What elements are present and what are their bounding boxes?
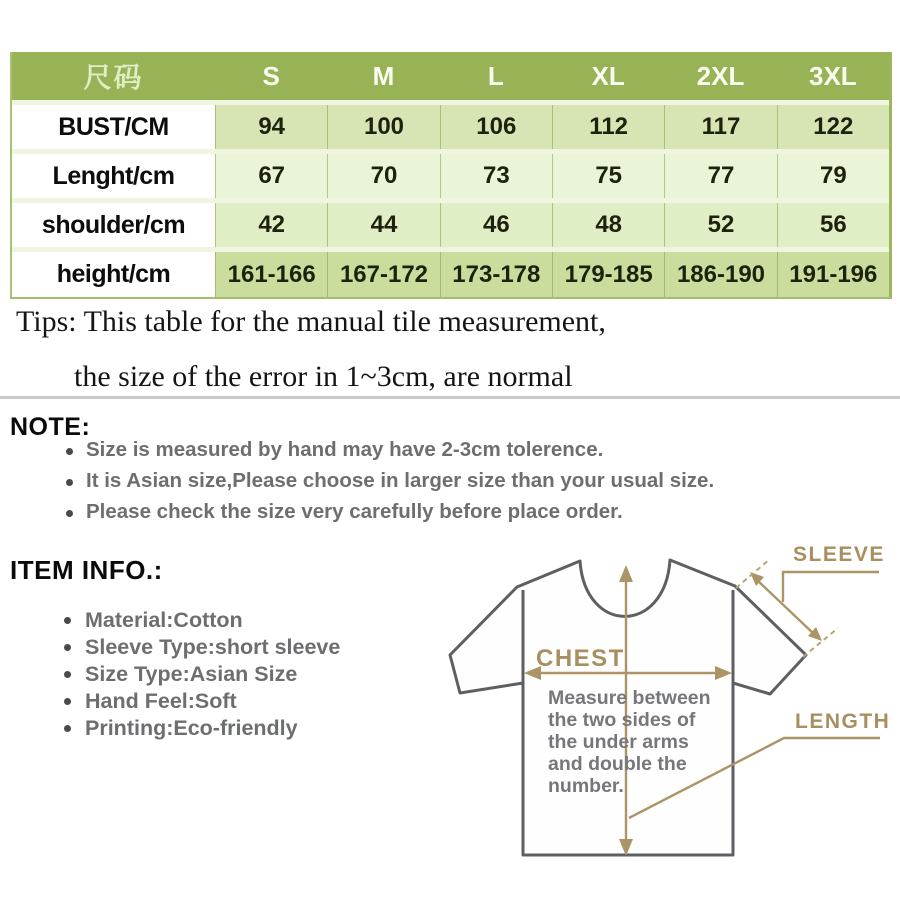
table-header-size-cn: 尺码 <box>12 52 215 100</box>
bullet-icon <box>66 510 73 517</box>
length-arrowhead-top <box>619 565 633 582</box>
item-info-text: Printing:Eco-friendly <box>85 716 298 740</box>
measure-note-line: Measure between <box>548 687 711 709</box>
cell-length-2xl: 77 <box>664 154 776 198</box>
cell-bust-2xl: 117 <box>664 105 776 149</box>
cell-shoulder-s: 42 <box>215 203 327 247</box>
cell-bust-xl: 112 <box>552 105 664 149</box>
sleeve-seam-dashed-line <box>736 559 770 588</box>
row-label-height: height/cm <box>12 252 215 297</box>
item-info-item <box>64 717 340 739</box>
length-label: LENGTH <box>795 710 891 733</box>
note-item-text: It is Asian size,Please choose in larger size than your usual size. <box>86 469 715 492</box>
sleeve-end-dashed-line <box>803 628 838 657</box>
row-label-length: Lenght/cm <box>12 154 215 198</box>
note-list <box>66 440 714 522</box>
table-header-3xl: 3XL <box>777 52 889 100</box>
measure-note-line: number. <box>548 775 624 797</box>
note-item <box>66 502 714 522</box>
size-table <box>10 52 892 299</box>
sleeve-pointer-line <box>783 572 879 602</box>
item-info-item <box>64 690 340 712</box>
item-info-title: ITEM INFO.: <box>10 555 163 585</box>
note-item-text: Size is measured by hand may have 2-3cm tolerence. <box>86 438 604 461</box>
item-info-item <box>64 636 340 658</box>
table-header-s: S <box>215 52 327 100</box>
bullet-icon <box>66 448 73 455</box>
item-info-text: Sleeve Type:short sleeve <box>85 635 341 659</box>
table-header-m: M <box>327 52 439 100</box>
cell-shoulder-xl: 48 <box>552 203 664 247</box>
row-label-bust: BUST/CM <box>12 105 215 149</box>
cell-length-m: 70 <box>327 154 439 198</box>
row-label-shoulder: shoulder/cm <box>12 203 215 247</box>
cell-length-s: 67 <box>215 154 327 198</box>
cell-length-3xl: 79 <box>777 154 889 198</box>
table-header-xl: XL <box>552 52 664 100</box>
sleeve-label: SLEEVE <box>793 543 885 566</box>
chest-label: CHEST <box>536 645 625 672</box>
cell-length-xl: 75 <box>552 154 664 198</box>
measure-note-line: the two sides of <box>548 709 696 731</box>
cell-height-m: 167-172 <box>327 252 439 297</box>
tips-line-1: Tips: This table for the manual tile measurement, <box>16 305 606 338</box>
note-item-text: Please check the size very carefully before place order. <box>86 500 623 523</box>
cell-height-3xl: 191-196 <box>777 252 889 297</box>
cell-shoulder-l: 46 <box>440 203 552 247</box>
cell-height-s: 161-166 <box>215 252 327 297</box>
cell-length-l: 73 <box>440 154 552 198</box>
cell-bust-l: 106 <box>440 105 552 149</box>
cell-height-l: 173-178 <box>440 252 552 297</box>
note-item <box>66 440 714 460</box>
section-divider <box>0 396 900 399</box>
bullet-icon <box>64 644 71 651</box>
bullet-icon <box>64 671 71 678</box>
item-info-list <box>64 609 340 739</box>
cell-shoulder-2xl: 52 <box>664 203 776 247</box>
note-item <box>66 471 714 491</box>
table-header-2xl: 2XL <box>664 52 776 100</box>
note-title: NOTE: <box>10 413 91 441</box>
cell-shoulder-m: 44 <box>327 203 439 247</box>
tshirt-measure-diagram <box>438 528 900 900</box>
bullet-icon <box>64 698 71 705</box>
item-info-item <box>64 663 340 685</box>
cell-height-xl: 179-185 <box>552 252 664 297</box>
cell-bust-3xl: 122 <box>777 105 889 149</box>
cell-height-2xl: 186-190 <box>664 252 776 297</box>
measure-note-line: and double the <box>548 753 687 775</box>
item-info-text: Hand Feel:Soft <box>85 689 237 713</box>
item-info-text: Size Type:Asian Size <box>85 662 298 686</box>
bullet-icon <box>66 479 73 486</box>
cell-bust-s: 94 <box>215 105 327 149</box>
item-info-text: Material:Cotton <box>85 608 243 632</box>
table-header-l: L <box>440 52 552 100</box>
bullet-icon <box>64 617 71 624</box>
item-info-item <box>64 609 340 631</box>
cell-shoulder-3xl: 56 <box>777 203 889 247</box>
bullet-icon <box>64 725 71 732</box>
measure-note-line: the under arms <box>548 731 689 753</box>
tips-line-2: the size of the error in 1~3cm, are normal <box>74 360 573 393</box>
cell-bust-m: 100 <box>327 105 439 149</box>
